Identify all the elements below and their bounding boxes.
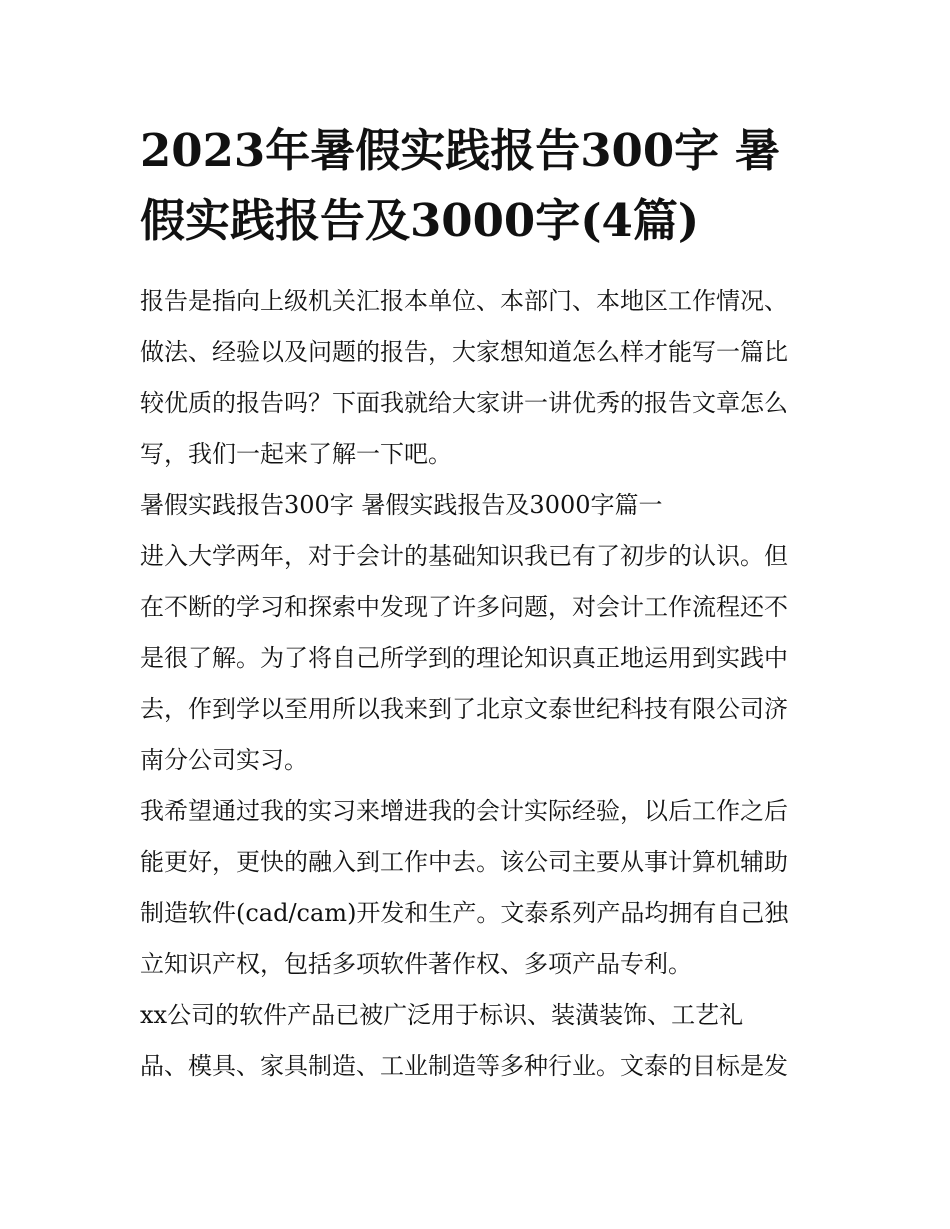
paragraph-line: 南分公司实习。 (140, 746, 308, 774)
paragraph-line: 在不断的学习和探索中发现了许多问题，对会计工作流程还不 (140, 593, 788, 621)
document-body (140, 276, 812, 1092)
paragraph-line: 较优质的报告吗？下面我就给大家讲一讲优秀的报告文章怎么 (140, 389, 788, 417)
title-line-1: 2023年暑假实践报告300字 暑 (140, 124, 780, 177)
paragraph-line: 去，作到学以至用所以我来到了北京文泰世纪科技有限公司济 (140, 695, 788, 723)
paragraph-line: 进入大学两年，对于会计的基础知识我已有了初步的认识。但 (140, 542, 788, 570)
section-heading-text: 暑假实践报告300字 暑假实践报告及3000字篇一 (140, 491, 663, 519)
paragraph-line: 报告是指向上级机关汇报本单位、本部门、本地区工作情况、 (140, 287, 788, 315)
section-heading (140, 480, 812, 531)
paragraph-line: 写，我们一起来了解一下吧。 (140, 440, 452, 468)
title-line-2: 假实践报告及3000字(4篇) (140, 194, 700, 247)
document-title (140, 116, 820, 256)
body-paragraph (140, 531, 812, 786)
paragraph-line: 品、模具、家具制造、工业制造等多种行业。文泰的目标是发 (140, 1052, 788, 1080)
body-paragraph (140, 990, 812, 1092)
paragraph-line: 制造软件(cad/cam)开发和生产。文泰系列产品均拥有自己独 (140, 899, 789, 927)
body-paragraph (140, 786, 812, 990)
paragraph-line: 立知识产权，包括多项软件著作权、多项产品专利。 (140, 950, 692, 978)
paragraph-line: xx公司的软件产品已被广泛用于标识、装潢装饰、工艺礼 (140, 1001, 744, 1029)
intro-paragraph (140, 276, 812, 480)
paragraph-line: 是很了解。为了将自己所学到的理论知识真正地运用到实践中 (140, 644, 788, 672)
paragraph-line: 能更好，更快的融入到工作中去。该公司主要从事计算机辅助 (140, 848, 788, 876)
paragraph-line: 我希望通过我的实习来增进我的会计实际经验，以后工作之后 (140, 797, 788, 825)
paragraph-line: 做法、经验以及问题的报告，大家想知道怎么样才能写一篇比 (140, 338, 788, 366)
